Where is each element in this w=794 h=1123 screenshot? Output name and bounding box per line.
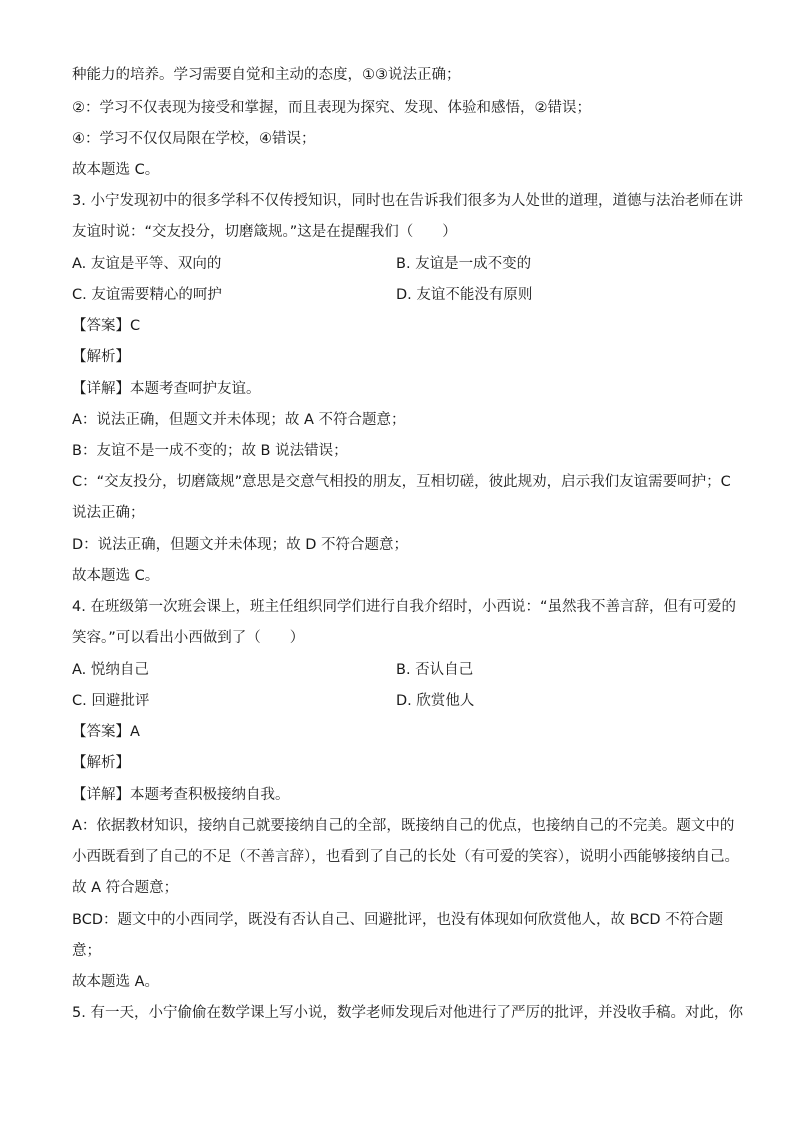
q3-analysis-c: 说法正确； <box>72 505 145 521</box>
q4-answer: 【答案】A <box>72 724 140 740</box>
q3-stem: 3. 小宁发现初中的很多学科不仅传授知识，同时也在告诉我们很多为人处世的道理，道德与法治老师在讲 <box>72 193 743 209</box>
q4-analysis-a: 小西既看到了自己的不足（不善言辞），也看到了自己的长处（有可爱的笑容），说明小西能够接纳自己。 <box>72 849 739 865</box>
q3-option-d: D. 友谊不能没有原则 <box>396 287 533 303</box>
q3-analysis-c: C：“交友投分，切磨箴规”意思是交意气相投的朋友，互相切磋，彼此规劝，启示我们友谊需要呵护；C <box>72 474 731 490</box>
q2-analysis-line: 种能力的培养。学习需要自觉和主动的态度，①③说法正确； <box>72 67 461 83</box>
q4-option-d: D. 欣赏他人 <box>396 693 475 709</box>
q4-analysis-a: A：依据教材知识，接纳自己就要接纳自己的全部，既接纳自己的优点，也接纳自己的不完美。题文中的 <box>72 818 735 834</box>
q4-option-a: A. 悦纳自己 <box>72 662 149 678</box>
q3-analysis-d: D：说法正确，但题文并未体现；故 D 不符合题意； <box>72 537 409 553</box>
q3-answer: 【答案】C <box>72 318 141 334</box>
q3-stem: 友谊时说：“交友投分，切磨箴规。”这是在提醒我们（ ） <box>72 224 457 240</box>
q4-option-c: C. 回避批评 <box>72 693 150 709</box>
q3-detail: 【详解】本题考查呵护友谊。 <box>72 381 261 397</box>
q4-stem: 4. 在班级第一次班会课上，班主任组织同学们进行自我介绍时，小西说：“虽然我不善言辞，但有可爱的 <box>72 599 736 615</box>
q3-analysis-title: 【解析】 <box>72 349 130 365</box>
q3-option-c: C. 友谊需要精心的呵护 <box>72 287 222 303</box>
q4-analysis-bcd: BCD：题文中的小西同学，既没有否认自己、回避批评，也没有体现如何欣赏他人，故 BCD 不符合题 <box>72 912 724 928</box>
q3-conclusion: 故本题选 C。 <box>72 568 160 584</box>
q2-analysis-line: ④：学习不仅仅局限在学校，④错误； <box>72 131 316 147</box>
q4-analysis-a: 故 A 符合题意； <box>72 880 179 896</box>
q2-conclusion: 故本题选 C。 <box>72 162 160 178</box>
q3-analysis-b: B：友谊不是一成不变的；故 B 说法错误； <box>72 443 348 459</box>
q2-analysis-line: ②：学习不仅表现为接受和掌握，而且表现为探究、发现、体验和感悟，②错误； <box>72 100 591 116</box>
q4-analysis-bcd: 意； <box>72 943 101 959</box>
q3-option-b: B. 友谊是一成不变的 <box>396 256 532 272</box>
q3-option-a: A. 友谊是平等、双向的 <box>72 256 222 272</box>
q4-detail: 【详解】本题考查积极接纳自我。 <box>72 787 290 803</box>
q4-analysis-title: 【解析】 <box>72 755 130 771</box>
q5-stem: 5. 有一天，小宁偷偷在数学课上写小说，数学老师发现后对他进行了严厉的批评，并没收手稿。对此，你 <box>72 1005 743 1021</box>
q4-option-b: B. 否认自己 <box>396 662 474 678</box>
q4-stem: 笑容。”可以看出小西做到了（ ） <box>72 630 305 646</box>
q3-analysis-a: A：说法正确，但题文并未体现；故 A 不符合题意； <box>72 412 406 428</box>
q4-conclusion: 故本题选 A。 <box>72 974 160 990</box>
